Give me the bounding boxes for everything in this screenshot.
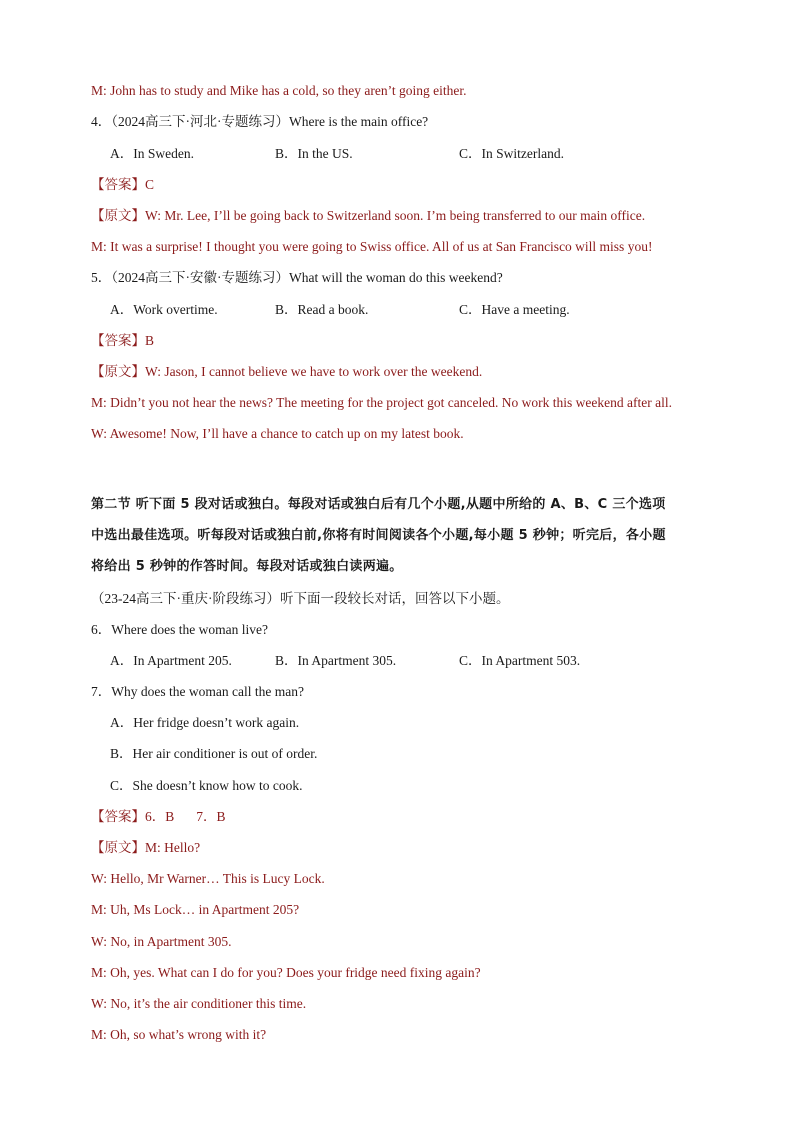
answer-tag: 【答案】 xyxy=(91,333,145,348)
transcript-text: M: Hello? xyxy=(145,840,201,855)
dialogue-line: W: Hello, Mr Warner… This is Lucy Lock. xyxy=(91,871,325,886)
answer-tag: 【答案】 xyxy=(91,177,145,192)
q4-option-a: A．In Sweden. xyxy=(110,146,194,161)
dialogue-line: M: It was a surprise! I thought you were going to Swiss office. All of us at San Francisco will miss you! xyxy=(91,239,653,254)
q5-transcript xyxy=(91,363,482,381)
dialogue-line: W: Awesome! Now, I’ll have a chance to catch up on my latest book. xyxy=(91,426,464,441)
q4-option-b: B．In the US. xyxy=(275,146,353,161)
q5-option-a: A．Work overtime. xyxy=(110,302,218,317)
q67-answer xyxy=(91,808,226,826)
question-6: 6．Where does the woman live? xyxy=(91,622,268,637)
question-7: 7．Why does the woman call the man? xyxy=(91,684,304,699)
q6-option-a: A．In Apartment 205. xyxy=(110,653,232,668)
question-5: 5．（2024高三下·安徽·专题练习）What will the woman do this weekend? xyxy=(91,270,503,285)
q7-option-a: A．Her fridge doesn’t work again. xyxy=(110,715,300,730)
q67-transcript xyxy=(91,839,200,857)
dialogue-line: W: No, in Apartment 305. xyxy=(91,934,232,949)
transcript-tag: 【原文】 xyxy=(91,840,145,855)
answer-q6: 6．B xyxy=(145,809,175,824)
question-4: 4．（2024高三下·河北·专题练习）Where is the main office? xyxy=(91,114,429,129)
q6-option-b: B．In Apartment 305. xyxy=(275,653,397,668)
q5-option-b: B．Read a book. xyxy=(275,302,369,317)
q4-answer xyxy=(91,176,154,194)
transcript-tag: 【原文】 xyxy=(91,208,145,223)
q5-option-c: C．Have a meeting. xyxy=(459,302,570,317)
answer-tag: 【答案】 xyxy=(91,809,145,824)
section-2-instructions-line-3: 将给出 5 秒钟的作答时间。每段对话或独白读两遍。 xyxy=(91,559,403,574)
q7-option-b: B．Her air conditioner is out of order. xyxy=(110,746,318,761)
dialogue-line: M: Oh, yes. What can I do for you? Does your fridge need fixing again? xyxy=(91,965,481,980)
transcript-tag: 【原文】 xyxy=(91,364,145,379)
section-2-instructions-line-1: 第二节 听下面 5 段对话或独白。每段对话或独白后有几个小题,从题中所给的 A、B、C 三个选项 xyxy=(91,497,666,512)
dialogue-line: M: Didn’t you not hear the news? The meeting for the project got canceled. No work this weekend after all. xyxy=(91,395,672,410)
q5-answer xyxy=(91,332,154,350)
answer-q7: 7．B xyxy=(196,809,226,824)
transcript-text: W: Jason, I cannot believe we have to work over the weekend. xyxy=(145,364,483,379)
transcript-text: W: Mr. Lee, I’ll be going back to Switzerland soon. I’m being transferred to our main office. xyxy=(145,208,646,223)
q4-transcript xyxy=(91,207,645,225)
section-2-instructions-line-2: 中选出最佳选项。听每段对话或独白前,你将有时间阅读各个小题,每小题 5 秒钟；听完后，各小题 xyxy=(91,528,666,543)
q7-option-c: C．She doesn’t know how to cook. xyxy=(110,778,303,793)
dialogue-line: M: Uh, Ms Lock… in Apartment 205? xyxy=(91,902,300,917)
answer-value: C xyxy=(145,177,155,192)
dialogue-line: W: No, it’s the air conditioner this time. xyxy=(91,996,307,1011)
q6-option-c: C．In Apartment 503. xyxy=(459,653,581,668)
answer-value: B xyxy=(145,333,155,348)
source-note: （23-24高三下·重庆·阶段练习）听下面一段较长对话，回答以下小题。 xyxy=(91,591,510,606)
dialogue-line: M: John has to study and Mike has a cold, so they aren’t going either. xyxy=(91,83,467,98)
dialogue-line: M: Oh, so what’s wrong with it? xyxy=(91,1027,267,1042)
q4-option-c: C．In Switzerland. xyxy=(459,146,564,161)
